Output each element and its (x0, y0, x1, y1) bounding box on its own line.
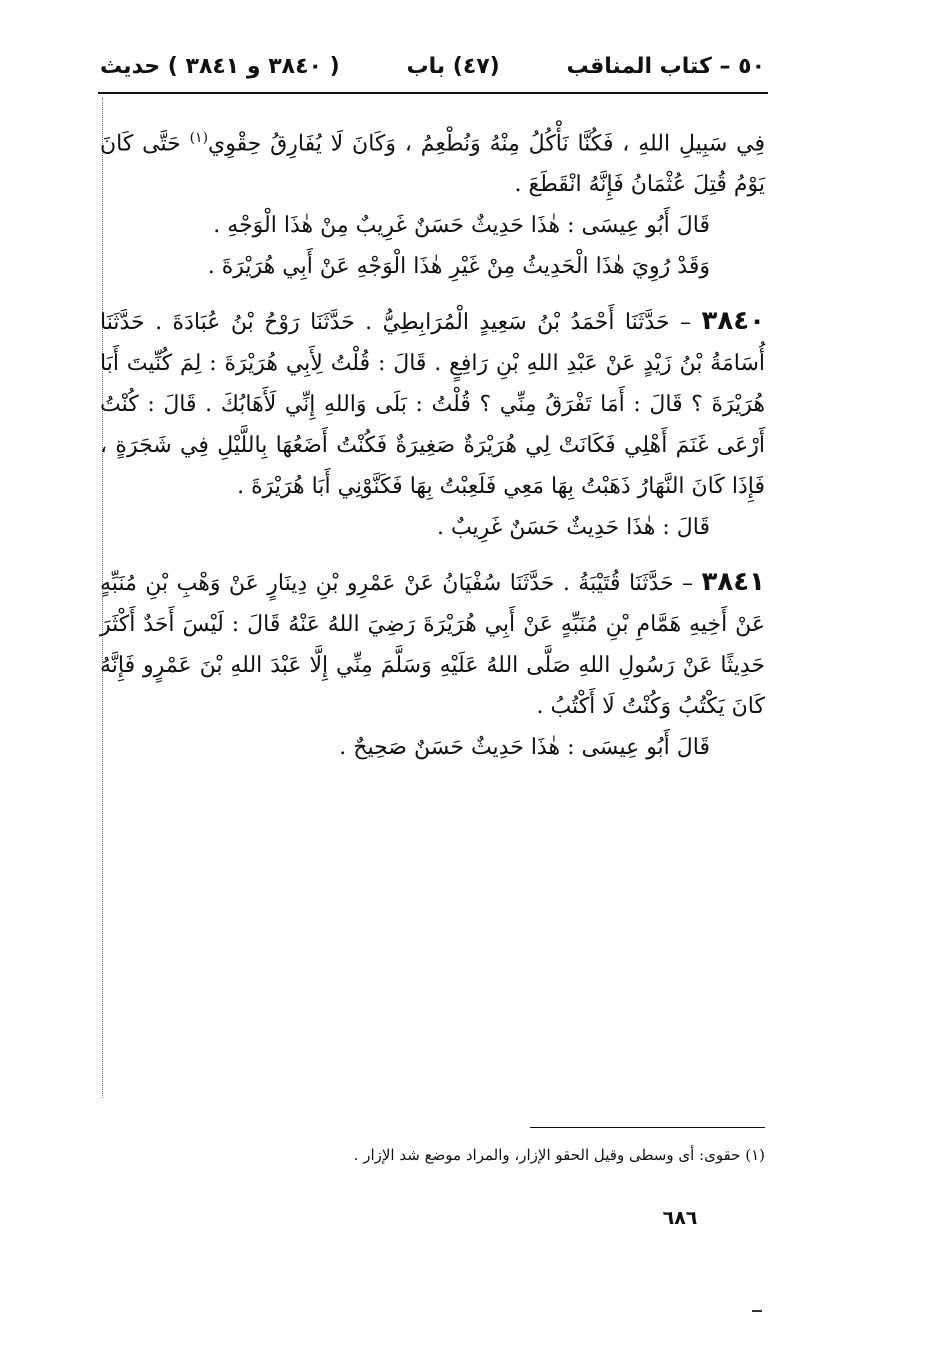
hadith-text: – حَدَّثَنَا أَحْمَدُ بْنُ سَعِيدٍ الْمُرَابِطِيُّ . حَدَّثَنَا رَوْحُ بْنُ عُبَادَةَ . حَدَّثَنَا أُسَامَةُ بْنُ زَيْدٍ عَنْ عَبْدِ اللهِ بْنِ رَافِعٍ . قَالَ : قُلْتُ لِأَبِي هُرَيْرَةَ : لِمَ كُنِّيتَ أَبَا هُرَيْرَةَ ؟ قَالَ : أَمَا تَفْرَقُ مِنِّي ؟ قُلْتُ : بَلَى وَاللهِ إِنِّي لَأَهَابُكَ . قَالَ : كُنْتُ أَرْعَى غَنَمَ أَهْلِي فَكَانَتْ لِي هُرَيْرَةٌ صَغِيرَةٌ فَكُنْتُ أَضَعُهَا بِاللَّيْلِ فِي شَجَرَةٍ ، فَإِذَا كَانَ النَّهَارُ ذَهَبْتُ بِهَا مَعِي فَلَعِبْتُ بِهَا فَكَنَّوْنِي أَبَا هُرَيْرَةَ . (100, 310, 765, 500)
scan-speck (752, 1310, 762, 1312)
narration-note: وَقَدْ رُوِيَ هٰذَا الْحَدِيثُ مِنْ غَيْرِ هٰذَا الْوَجْهِ عَنْ أَبِي هُرَيْرَةَ . (207, 254, 710, 280)
hadith-3840-grade: قَالَ : هٰذَا حَدِيثٌ حَسَنٌ غَرِيبٌ . (436, 515, 710, 541)
header-hadith-range: ( ٣٨٤٠ و ٣٨٤١ ) حديث (100, 53, 340, 79)
hadith-text: – حَدَّثَنَا قُتَيْبَةُ . حَدَّثَنَا سُفْيَانُ عَنْ عَمْرِو بْنِ دِينَارٍ عَنْ وَهْبِ بْنِ مُنَبِّهٍ عَنْ أَخِيهِ هَمَّامِ بْنِ مُنَبِّهٍ عَنْ أَبِي هُرَيْرَةَ رَضِيَ اللهُ عَنْهُ قَالَ : لَيْسَ أَحَدٌ أَكْثَرَ حَدِيثًا عَنْ رَسُولِ اللهِ صَلَّى اللهُ عَلَيْهِ وَسَلَّمَ مِنِّي إِلَّا عَبْدَ اللهِ بْنَ عَمْرٍو فَإِنَّهُ كَانَ يَكْتُبُ وَكُنْتُ لَا أَكْتُبُ . (100, 571, 765, 720)
grade-statement: قَالَ أَبُو عِيسَى : هٰذَا حَدِيثٌ حَسَنٌ غَرِيبٌ مِنْ هٰذَا الْوَجْهِ . (213, 213, 710, 239)
page-number: ٦٨٦ (662, 1207, 698, 1229)
header-chapter: (٤٧) باب (406, 53, 500, 79)
footnote: (١) حقوى: أى وسطى وقيل الحقو الإزار، والمراد موضع شد الإزار . (353, 1146, 765, 1164)
hadith-3840 (100, 301, 765, 507)
paragraph-continuation: فِي سَبِيلِ اللهِ ، فَكُنَّا نَأْكُلُ مِنْهُ وَنُطْعِمُ ، وَكَانَ لَا يُفَارِقُ حِقْوِي$^{(١)}$ حَتَّى كَانَ يَوْمُ قُتِلَ عُثْمَانُ فَإِنَّهُ انْقَطَعَ . (100, 130, 765, 198)
hadith-3841 (100, 562, 765, 727)
header-book-title: ٥٠ – كتاب المناقب (566, 53, 765, 79)
main-text (100, 118, 765, 768)
hadith-3841-grade: قَالَ أَبُو عِيسَى : هٰذَا حَدِيثٌ حَسَنٌ صَحِيحٌ . (339, 735, 710, 761)
hadith-number: ٣٨٤١ (701, 567, 765, 598)
footnote-divider (530, 1127, 765, 1128)
running-header (100, 46, 765, 86)
hadith-number: ٣٨٤٠ (701, 306, 765, 337)
header-divider (98, 92, 768, 94)
footnote-marker: (١) (189, 130, 209, 146)
